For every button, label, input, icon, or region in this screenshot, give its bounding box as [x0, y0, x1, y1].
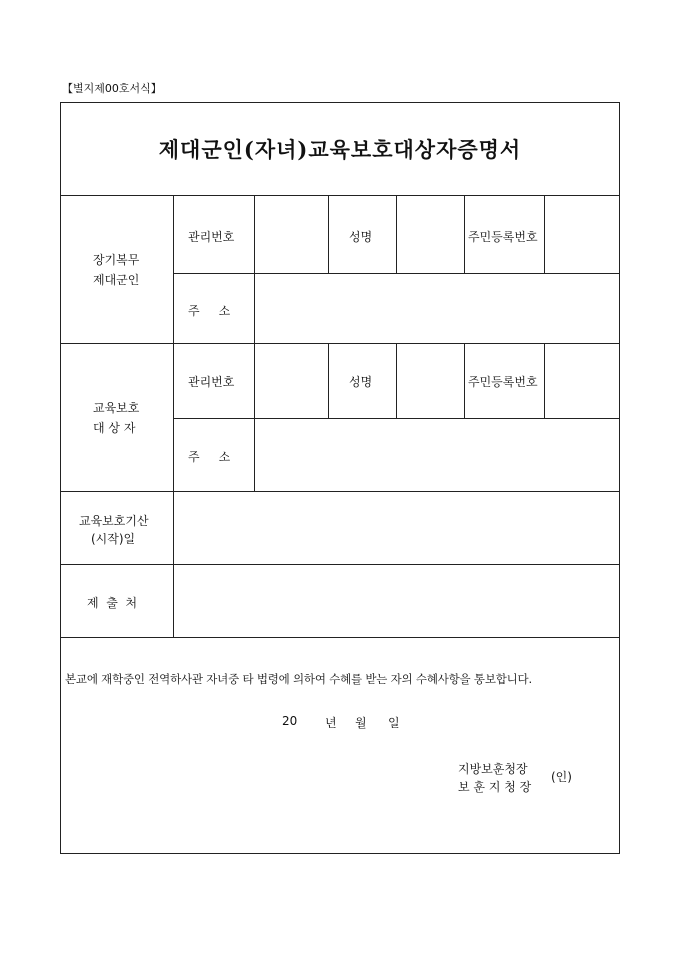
- date-month-label: 월: [355, 716, 367, 730]
- beneficiary-heading-line2: 대 상 자: [93, 421, 136, 435]
- beneficiary-rrn-field[interactable]: [545, 344, 619, 419]
- veteran-address-field[interactable]: [255, 274, 619, 344]
- beneficiary-mgmt-no-field[interactable]: [255, 344, 329, 419]
- beneficiary-name-label: 성명: [349, 375, 373, 389]
- form-number-label: 【별지제00호서식】: [62, 82, 162, 95]
- beneficiary-address-label: 주 소: [188, 450, 231, 464]
- period-label-cell: [61, 492, 174, 565]
- veteran-mgmt-no-label: 관리번호: [188, 230, 235, 244]
- beneficiary-address-field[interactable]: [255, 419, 619, 492]
- document-title: 제대군인(자녀)교육보호대상자증명서: [158, 137, 522, 162]
- submit-to-label: 제 출 처: [87, 596, 138, 610]
- beneficiary-mgmt-no-label: 관리번호: [188, 375, 235, 389]
- beneficiary-name-field[interactable]: [397, 344, 465, 419]
- beneficiary-name-label-cell: [329, 344, 397, 419]
- period-label-line2: (시작)일: [91, 532, 136, 546]
- veteran-rrn-label-cell: [465, 195, 545, 274]
- veteran-heading-cell: [61, 195, 174, 344]
- beneficiary-mgmt-no-label-cell: [174, 344, 255, 419]
- seal-mark: (인): [551, 770, 572, 784]
- beneficiary-rrn-label: 주민등록번호: [468, 375, 538, 389]
- submit-to-field[interactable]: [174, 565, 619, 638]
- veteran-name-label: 성명: [349, 230, 373, 244]
- veteran-rrn-label: 주민등록번호: [468, 230, 538, 244]
- beneficiary-heading-line1: 교육보호: [93, 401, 140, 415]
- veteran-name-label-cell: [329, 195, 397, 274]
- issuer-branch-office: 보 훈 지 청 장: [458, 780, 532, 794]
- veteran-rrn-field[interactable]: [545, 195, 619, 274]
- beneficiary-heading-cell: [61, 344, 174, 492]
- notice-text: 본교에 재학중인 전역하사관 자녀중 타 법령에 의하여 수혜를 받는 자의 수혜사항을 통보합니다.: [65, 672, 532, 686]
- beneficiary-address-label-cell: [174, 419, 255, 492]
- issuer-regional-office: 지방보훈청장: [458, 762, 528, 776]
- veteran-mgmt-no-label-cell: [174, 195, 255, 274]
- title-row: [61, 103, 619, 196]
- veteran-heading-line1: 장기복무: [93, 253, 140, 267]
- beneficiary-rrn-label-cell: [465, 344, 545, 419]
- veteran-name-field[interactable]: [397, 195, 465, 274]
- veteran-address-label: 주 소: [188, 304, 231, 318]
- veteran-address-label-cell: [174, 274, 255, 344]
- veteran-heading-line2: 제대군인: [93, 273, 140, 287]
- date-year-prefix: 20: [282, 714, 298, 728]
- certificate-form: [60, 102, 620, 854]
- date-year-label: 년: [325, 716, 337, 730]
- date-day-label: 일: [388, 716, 400, 730]
- veteran-mgmt-no-field[interactable]: [255, 195, 329, 274]
- period-label-line1: 교육보호기산: [79, 514, 149, 528]
- submit-to-label-cell: [61, 565, 174, 638]
- period-field[interactable]: [174, 492, 619, 565]
